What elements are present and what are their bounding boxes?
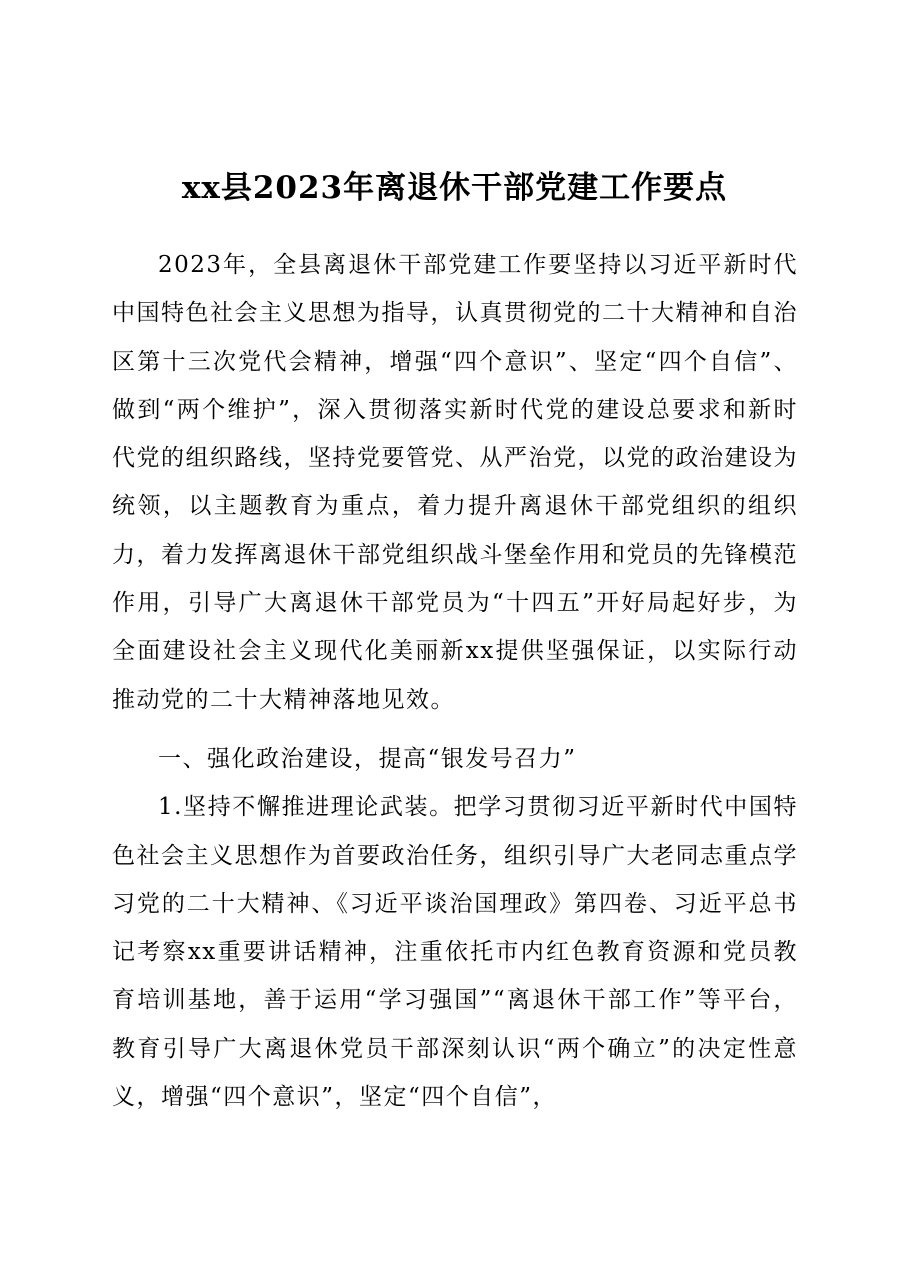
document-body <box>112 241 798 1121</box>
document-title: xx县2023年离退休干部党建工作要点 <box>181 170 728 206</box>
item-paragraph-1: 1.坚持不懈推进理论武装。把学习贯彻习近平新时代中国特色社会主义思想作为首要政治任务，组织引导广大老同志重点学习党的二十大精神、《习近平谈治国理政》第四卷、习近平总书记考察xx重要讲话精神，注重依托市内红色教育资源和党员教育培训基地，善于运用“学习强国”“离退休干部工作”等平台，教育引导广大离退休党员干部深刻认识“两个确立”的决定性意义，增强“四个意识”，坚定“四个自信”， <box>112 794 798 1111</box>
intro-paragraph: 2023年，全县离退休干部党建工作要坚持以习近平新时代中国特色社会主义思想为指导，认真贯彻党的二十大精神和自治区第十三次党代会精神，增强“四个意识”、坚定“四个自信”、做到“两个维护”，深入贯彻落实新时代党的建设总要求和新时代党的组织路线，坚持党要管党、从严治党，以党的政治建设为统领，以主题教育为重点，着力提升离退休干部党组织的组织力，着力发挥离退休干部党组织战斗堡垒作用和党员的先锋模范作用，引导广大离退休干部党员为“十四五”开好局起好步，为全面建设社会主义现代化美丽新xx提供坚强保证，以实际行动推动党的二十大精神落地见效。 <box>112 252 798 713</box>
section-heading-1: 一、强化政治建设，提高“银发号召力” <box>158 745 577 772</box>
